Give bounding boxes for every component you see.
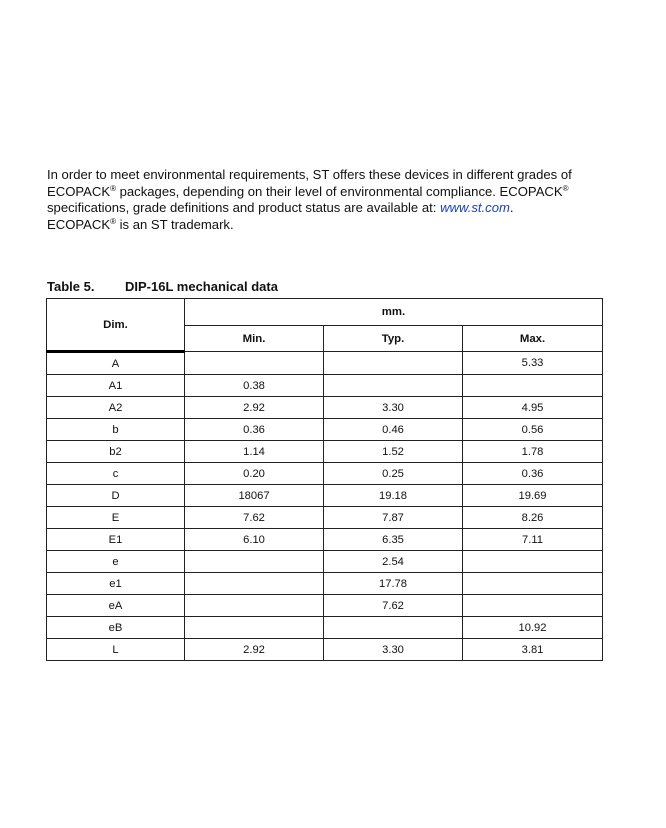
cell-dim: D bbox=[47, 485, 185, 507]
st-website-link[interactable]: www.st.com bbox=[440, 200, 510, 215]
cell-min bbox=[185, 595, 324, 617]
cell-min bbox=[185, 551, 324, 573]
table-row bbox=[47, 419, 603, 441]
intro-text-line2: packages, depending on their level of environmental compliance. ECOPACK bbox=[115, 183, 563, 199]
table-number: Table 5. bbox=[47, 279, 95, 294]
header-min: Min. bbox=[185, 326, 324, 352]
cell-min: 1.14 bbox=[185, 441, 324, 463]
cell-min: 0.36 bbox=[185, 419, 324, 441]
cell-max bbox=[463, 595, 603, 617]
cell-max: 8.26 bbox=[463, 507, 603, 529]
cell-max bbox=[463, 551, 603, 573]
cell-max: 19.69 bbox=[463, 485, 603, 507]
cell-dim: L bbox=[47, 639, 185, 661]
ecopack-term: ECOPACK bbox=[47, 183, 111, 199]
cell-typ: 1.52 bbox=[324, 441, 463, 463]
cell-typ: 0.46 bbox=[324, 419, 463, 441]
cell-dim: A1 bbox=[47, 375, 185, 397]
cell-max: 0.36 bbox=[463, 463, 603, 485]
registered-mark: ® bbox=[110, 216, 116, 226]
cell-max: 4.95 bbox=[463, 397, 603, 419]
cell-max bbox=[463, 573, 603, 595]
cell-min: 2.92 bbox=[185, 397, 324, 419]
cell-max bbox=[463, 375, 603, 397]
table-row bbox=[47, 463, 603, 485]
cell-typ: 7.62 bbox=[324, 595, 463, 617]
table-caption bbox=[47, 279, 278, 294]
cell-dim: b2 bbox=[47, 441, 185, 463]
table-row bbox=[47, 617, 603, 639]
cell-typ: 3.30 bbox=[324, 397, 463, 419]
header-typ: Typ. bbox=[324, 326, 463, 352]
cell-typ bbox=[324, 617, 463, 639]
cell-max: 1.78 bbox=[463, 441, 603, 463]
header-max: Max. bbox=[463, 326, 603, 352]
header-dim: Dim. bbox=[47, 299, 185, 352]
intro-text-line3: specifications, grade definitions and product status are available at: bbox=[47, 200, 441, 215]
cell-dim: E1 bbox=[47, 529, 185, 551]
trademark-text: is an ST trademark. bbox=[115, 216, 234, 232]
registered-mark: ® bbox=[110, 183, 116, 193]
table-row bbox=[47, 375, 603, 397]
table-row bbox=[47, 573, 603, 595]
intro-text-line1: In order to meet environmental requirements, ST offers these devices in different grades of bbox=[47, 167, 572, 182]
cell-dim: c bbox=[47, 463, 185, 485]
table-row bbox=[47, 397, 603, 419]
cell-dim: A2 bbox=[47, 397, 185, 419]
cell-typ: 19.18 bbox=[324, 485, 463, 507]
cell-min: 6.10 bbox=[185, 529, 324, 551]
cell-min: 18067 bbox=[185, 485, 324, 507]
cell-min: 2.92 bbox=[185, 639, 324, 661]
ecopack-term: ECOPACK bbox=[47, 216, 111, 232]
cell-typ: 0.25 bbox=[324, 463, 463, 485]
cell-dim: eB bbox=[47, 617, 185, 639]
header-row-unit bbox=[47, 299, 603, 326]
cell-dim: E bbox=[47, 507, 185, 529]
cell-max: 10.92 bbox=[463, 617, 603, 639]
mechanical-data-table bbox=[46, 298, 603, 661]
intro-period: . bbox=[509, 200, 514, 215]
table-row bbox=[47, 507, 603, 529]
cell-min: 0.38 bbox=[185, 375, 324, 397]
table-row bbox=[47, 639, 603, 661]
cell-min bbox=[185, 617, 324, 639]
registered-mark: ® bbox=[562, 183, 569, 193]
intro-paragraph bbox=[47, 167, 617, 233]
cell-typ: 2.54 bbox=[324, 551, 463, 573]
cell-max: 7.11 bbox=[463, 529, 603, 551]
cell-min bbox=[185, 573, 324, 595]
table-title: DIP-16L mechanical data bbox=[125, 279, 278, 294]
cell-max: 5.33 bbox=[463, 352, 603, 375]
table-row bbox=[47, 529, 603, 551]
table-row bbox=[47, 595, 603, 617]
cell-typ: 6.35 bbox=[324, 529, 463, 551]
cell-typ: 3.30 bbox=[324, 639, 463, 661]
cell-dim: A bbox=[47, 352, 185, 375]
header-unit: mm. bbox=[185, 299, 603, 326]
table-row bbox=[47, 551, 603, 573]
cell-typ bbox=[324, 352, 463, 375]
cell-min: 0.20 bbox=[185, 463, 324, 485]
cell-dim: b bbox=[47, 419, 185, 441]
cell-typ: 17.78 bbox=[324, 573, 463, 595]
cell-typ: 7.87 bbox=[324, 507, 463, 529]
cell-dim: e1 bbox=[47, 573, 185, 595]
cell-dim: eA bbox=[47, 595, 185, 617]
cell-dim: e bbox=[47, 551, 185, 573]
table-row bbox=[47, 441, 603, 463]
cell-typ bbox=[324, 375, 463, 397]
cell-max: 3.81 bbox=[463, 639, 603, 661]
cell-max: 0.56 bbox=[463, 419, 603, 441]
cell-min: 7.62 bbox=[185, 507, 324, 529]
table-row bbox=[47, 352, 603, 375]
cell-min bbox=[185, 352, 324, 375]
table-row bbox=[47, 485, 603, 507]
